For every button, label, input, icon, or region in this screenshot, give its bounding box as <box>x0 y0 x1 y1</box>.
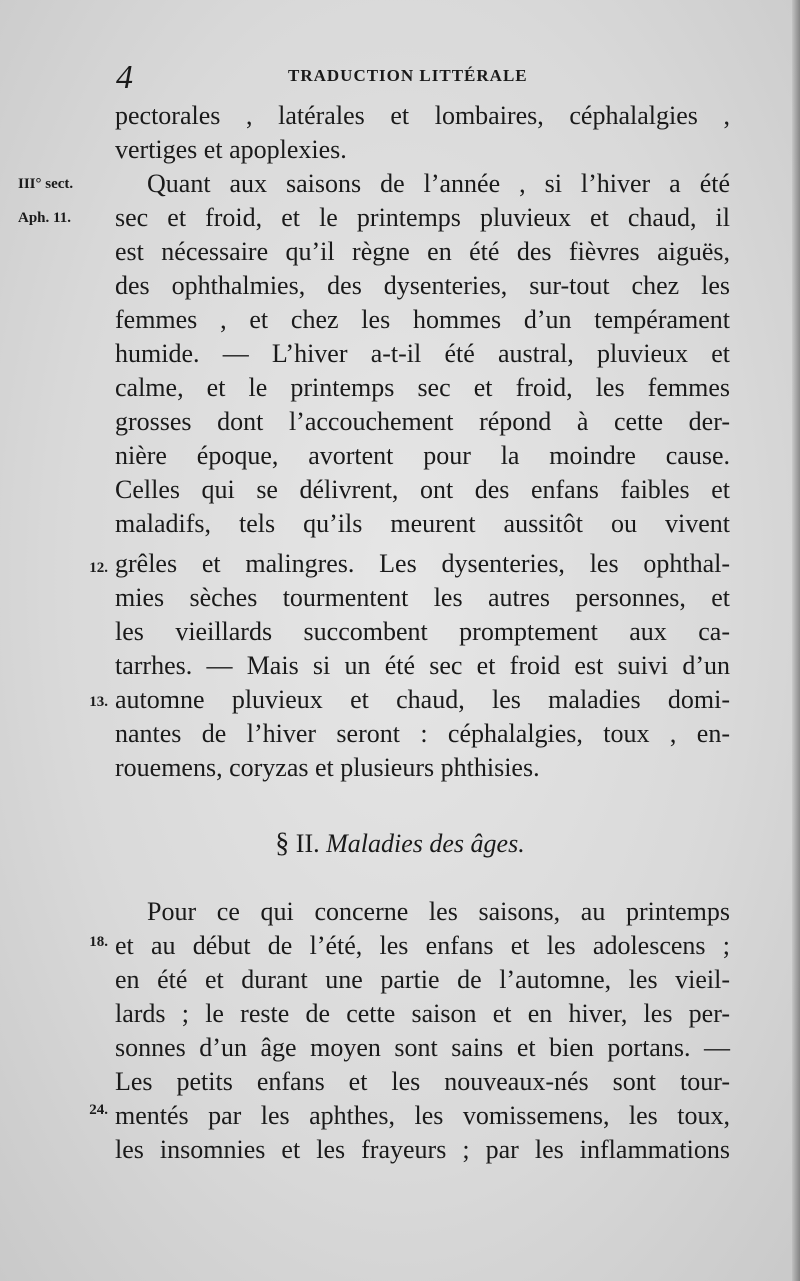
text-line: les insomnies et les frayeurs ; par les inflammations <box>115 1135 730 1164</box>
section-heading <box>0 828 800 860</box>
text-line: automne pluvieux et chaud, les maladies domi- <box>115 685 730 714</box>
margin-note-aphorism: 18. <box>89 934 108 950</box>
text-line: est nécessaire qu’il règne en été des fièvres aiguës, <box>115 237 730 266</box>
text-line: vertiges et apoplexies. <box>115 135 347 164</box>
text-line: pectorales , latérales et lombaires, céphalalgies , <box>115 101 730 130</box>
text-line: femmes , et chez les hommes d’un tempérament <box>115 305 730 334</box>
text-line: Les petits enfans et les nouveaux-nés sont tour- <box>115 1067 730 1096</box>
section-title: Maladies des âges. <box>326 829 525 858</box>
text-line: grosses dont l’accouchement répond à cette der- <box>115 407 730 436</box>
text-line: sonnes d’un âge moyen sont sains et bien portans. — <box>115 1033 730 1062</box>
text-line: Quant aux saisons de l’année , si l’hiver a été <box>147 169 730 198</box>
text-line: maladifs, tels qu’ils meurent aussitôt ou vivent <box>115 509 730 538</box>
margin-note-aphorism: 24. <box>89 1102 108 1118</box>
text-line: et au début de l’été, les enfans et les adolescens ; <box>115 931 730 960</box>
page-number: 4 <box>116 59 133 96</box>
text-line: nantes de l’hiver seront : céphalalgies, toux , en- <box>115 719 730 748</box>
text-line: Pour ce qui concerne les saisons, au printemps <box>147 897 730 926</box>
text-line: calme, et le printemps sec et froid, les femmes <box>115 373 730 402</box>
text-line: Celles qui se délivrent, ont des enfans faibles et <box>115 475 730 504</box>
text-line: nière époque, avortent pour la moindre cause. <box>115 441 730 470</box>
text-line: lards ; le reste de cette saison et en hiver, les per- <box>115 999 730 1028</box>
section-symbol: § <box>275 828 290 859</box>
text-line: des ophthalmies, des dysenteries, sur-tout chez les <box>115 271 730 300</box>
margin-note-aphorism: 12. <box>89 560 108 576</box>
margin-note-aphorism: 13. <box>89 694 108 710</box>
text-line: humide. — L’hiver a-t-il été austral, pluvieux et <box>115 339 730 368</box>
margin-note-section: III° sect. <box>18 176 74 192</box>
running-title: TRADUCTION LITTÉRALE <box>288 66 528 85</box>
text-line: en été et durant une partie de l’automne, les vieil- <box>115 965 730 994</box>
page-edge-shadow <box>792 0 800 1281</box>
text-line: mentés par les aphthes, les vomissemens, les toux, <box>115 1101 730 1130</box>
text-line: mies sèches tourmentent les autres personnes, et <box>115 583 730 612</box>
section-number: II. <box>295 829 320 858</box>
text-line: tarrhes. — Mais si un été sec et froid est suivi d’un <box>115 651 730 680</box>
margin-note-aphorism: Aph. 11. <box>18 210 71 226</box>
text-line: grêles et malingres. Les dysenteries, les ophthal- <box>115 549 730 578</box>
text-line: sec et froid, et le printemps pluvieux et chaud, il <box>115 203 730 232</box>
text-line: rouemens, coryzas et plusieurs phthisies. <box>115 753 540 782</box>
page-header <box>0 58 800 98</box>
text-line: les vieillards succombent promptement aux ca- <box>115 617 730 646</box>
